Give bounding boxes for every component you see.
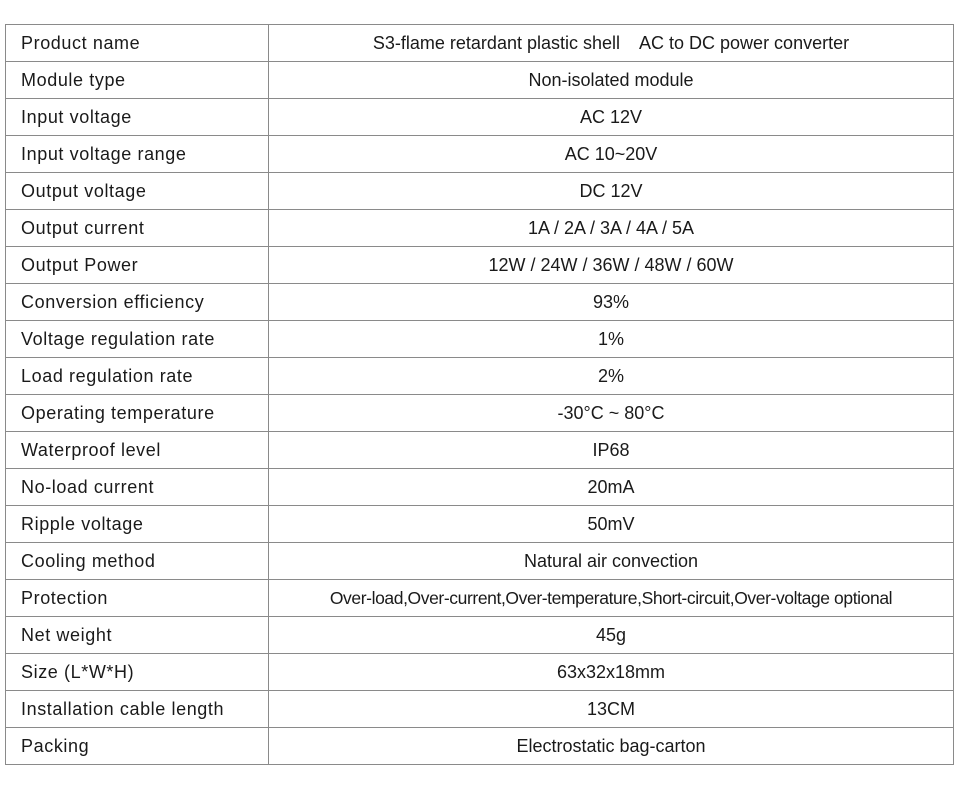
row-value-operating-temperature: -30°C ~ 80°C [269,395,954,432]
row-label-protection: Protection [6,580,269,617]
row-value-module-type: Non-isolated module [269,62,954,99]
table-row [6,62,954,99]
row-label-module-type: Module type [6,62,269,99]
table-row [6,691,954,728]
row-value-conversion-efficiency: 93% [269,284,954,321]
table-row [6,580,954,617]
table-row [6,432,954,469]
spec-table [5,24,954,765]
row-value-cooling-method: Natural air convection [269,543,954,580]
row-label-no-load-current: No-load current [6,469,269,506]
row-value-output-voltage: DC 12V [269,173,954,210]
row-label-input-voltage: Input voltage [6,99,269,136]
row-label-cooling-method: Cooling method [6,543,269,580]
row-label-load-regulation-rate: Load regulation rate [6,358,269,395]
table-row [6,506,954,543]
table-row [6,284,954,321]
row-value-packing: Electrostatic bag-carton [269,728,954,765]
row-value-installation-cable-length: 13CM [269,691,954,728]
row-label-operating-temperature: Operating temperature [6,395,269,432]
row-value-input-voltage-range: AC 10~20V [269,136,954,173]
table-row [6,728,954,765]
row-label-product-name: Product name [6,25,269,62]
row-label-output-current: Output current [6,210,269,247]
row-label-net-weight: Net weight [6,617,269,654]
row-label-output-voltage: Output voltage [6,173,269,210]
row-value-output-current: 1A / 2A / 3A / 4A / 5A [269,210,954,247]
table-row [6,654,954,691]
table-row [6,543,954,580]
table-row [6,210,954,247]
table-row [6,617,954,654]
row-value-voltage-regulation-rate: 1% [269,321,954,358]
row-label-waterproof-level: Waterproof level [6,432,269,469]
row-label-packing: Packing [6,728,269,765]
spec-table-body [6,25,954,765]
table-row [6,469,954,506]
row-value-waterproof-level: IP68 [269,432,954,469]
row-value-net-weight: 45g [269,617,954,654]
table-row [6,395,954,432]
row-value-no-load-current: 20mA [269,469,954,506]
table-row [6,247,954,284]
row-label-ripple-voltage: Ripple voltage [6,506,269,543]
table-row [6,99,954,136]
row-label-output-power: Output Power [6,247,269,284]
row-label-conversion-efficiency: Conversion efficiency [6,284,269,321]
row-label-size: Size (L*W*H) [6,654,269,691]
row-value-protection: Over-load,Over-current,Over-temperature,Short-circuit,Over-voltage optional [269,580,954,617]
row-value-load-regulation-rate: 2% [269,358,954,395]
row-value-size: 63x32x18mm [269,654,954,691]
row-value-input-voltage: AC 12V [269,99,954,136]
row-value-product-name: S3-flame retardant plastic shell AC to DC power converter [269,25,954,62]
row-label-installation-cable-length: Installation cable length [6,691,269,728]
row-value-ripple-voltage: 50mV [269,506,954,543]
row-label-input-voltage-range: Input voltage range [6,136,269,173]
table-row [6,136,954,173]
row-label-voltage-regulation-rate: Voltage regulation rate [6,321,269,358]
row-value-output-power: 12W / 24W / 36W / 48W / 60W [269,247,954,284]
table-row [6,321,954,358]
table-row [6,358,954,395]
table-row [6,25,954,62]
table-row [6,173,954,210]
